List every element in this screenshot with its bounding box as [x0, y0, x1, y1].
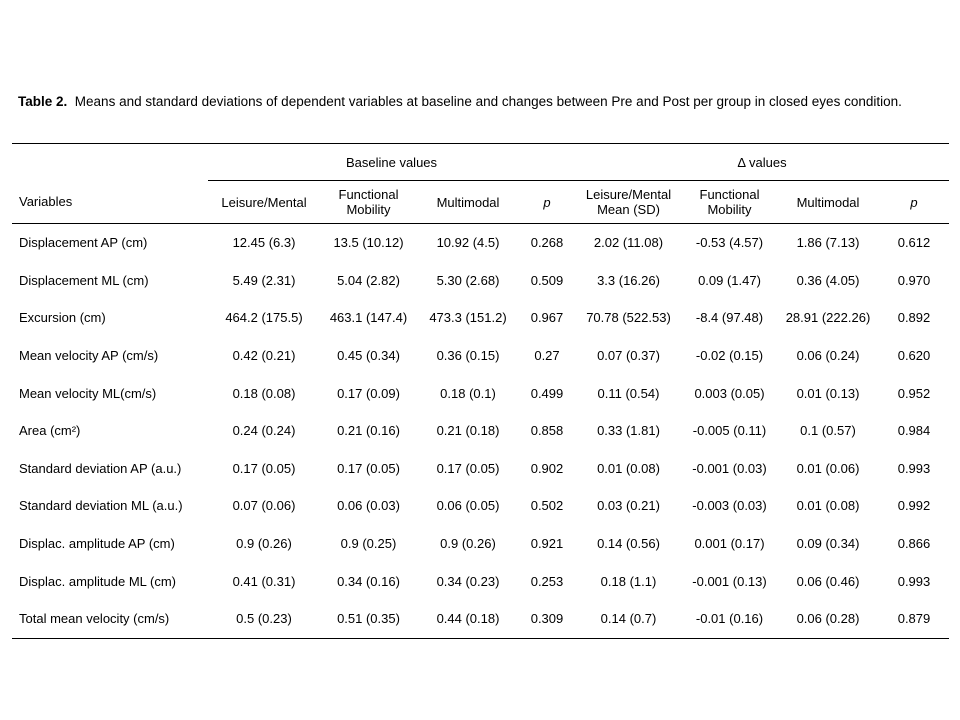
baseline-multimodal-cell: 0.34 (0.23) — [436, 573, 500, 589]
table-row — [12, 337, 949, 375]
row-variable-cell: Displacement AP (cm) — [12, 224, 208, 262]
row-variable-cell: Displac. amplitude ML (cm) — [19, 573, 177, 589]
delta-multimodal-cell: 0.06 (0.28) — [777, 600, 879, 638]
delta-p-cell: 0.866 — [897, 536, 931, 552]
delta-multimodal-cell: 0.1 (0.57) — [800, 423, 856, 439]
delta-p-cell: 0.879 — [879, 600, 949, 638]
delta-leisure-mental-cell: 70.78 (522.53) — [586, 310, 671, 326]
col-delta-leisure-mental: Leisure/Mental Mean (SD) — [575, 181, 682, 224]
baseline-functional-mobility-cell: 0.17 (0.09) — [337, 385, 400, 401]
table-row — [12, 374, 949, 412]
baseline-functional-mobility-cell: 0.06 (0.03) — [337, 498, 400, 514]
baseline-p-cell: 0.502 — [530, 498, 564, 514]
table-caption-text: Means and standard deviations of dependent variables at baseline and changes between Pre and Post per group in closed eyes condition. — [74, 94, 902, 109]
delta-functional-mobility-cell: -0.003 (0.03) — [692, 498, 767, 514]
baseline-leisure-mental-cell: 0.18 (0.08) — [232, 385, 296, 401]
baseline-p-cell: 0.253 — [530, 573, 564, 589]
delta-p-cell: 0.984 — [897, 423, 931, 439]
baseline-functional-mobility-cell: 5.04 (2.82) — [337, 272, 400, 288]
table-row — [12, 450, 949, 488]
baseline-leisure-mental-cell: 0.17 (0.05) — [232, 460, 296, 476]
col-baseline-leisure-mental: Leisure/Mental — [208, 181, 320, 224]
group-header-row — [12, 144, 949, 181]
baseline-leisure-mental-cell: 0.9 (0.26) — [236, 536, 292, 552]
delta-functional-mobility-cell: 0.09 (1.47) — [698, 272, 761, 288]
table-row — [12, 600, 949, 638]
baseline-p-cell: 0.902 — [530, 460, 564, 476]
col-delta-multimodal: Multimodal — [777, 181, 879, 224]
row-variable-cell: Mean velocity AP (cm/s) — [19, 348, 159, 364]
row-variable-cell: Area (cm²) — [19, 423, 81, 439]
delta-multimodal-cell: 28.91 (222.26) — [785, 310, 871, 326]
group-baseline-header: Baseline values — [208, 144, 575, 181]
delta-multimodal-cell: 0.06 (0.24) — [796, 348, 860, 364]
delta-leisure-mental-cell: 0.01 (0.08) — [597, 460, 660, 476]
baseline-multimodal-cell: 0.06 (0.05) — [436, 498, 500, 514]
delta-multimodal-cell: 0.01 (0.08) — [796, 498, 860, 514]
baseline-leisure-mental-cell: 464.2 (175.5) — [225, 310, 303, 326]
row-variable-cell: Total mean velocity (cm/s) — [12, 600, 208, 638]
delta-functional-mobility-cell: 0.003 (0.05) — [694, 385, 765, 401]
delta-leisure-mental-cell: 0.07 (0.37) — [597, 348, 660, 364]
baseline-multimodal-cell: 473.3 (151.2) — [429, 310, 507, 326]
delta-multimodal-cell: 0.01 (0.06) — [796, 460, 860, 476]
table-label: Table 2. — [18, 94, 68, 109]
baseline-functional-mobility-cell: 0.51 (0.35) — [320, 600, 417, 638]
table-row — [12, 487, 949, 525]
delta-p-cell: 0.952 — [897, 385, 931, 401]
baseline-leisure-mental-cell: 0.24 (0.24) — [232, 423, 296, 439]
delta-functional-mobility-cell: -0.02 (0.15) — [695, 348, 764, 364]
table-row — [12, 562, 949, 600]
row-variable-cell: Excursion (cm) — [19, 310, 106, 326]
baseline-multimodal-cell: 0.17 (0.05) — [436, 460, 500, 476]
delta-functional-mobility-cell: 0.001 (0.17) — [694, 536, 765, 552]
row-variable-cell: Mean velocity ML(cm/s) — [19, 385, 157, 401]
delta-p-cell: 0.993 — [897, 573, 931, 589]
baseline-p-cell: 0.268 — [519, 224, 575, 262]
delta-multimodal-cell: 0.09 (0.34) — [796, 536, 860, 552]
baseline-p-cell: 0.27 — [534, 348, 560, 364]
group-delta-header: Δ values — [575, 144, 949, 181]
baseline-p-cell: 0.499 — [530, 385, 564, 401]
row-variable-cell: Displacement ML (cm) — [19, 272, 149, 288]
baseline-leisure-mental-cell: 12.45 (6.3) — [208, 224, 320, 262]
baseline-multimodal-cell: 0.44 (0.18) — [417, 600, 519, 638]
delta-leisure-mental-cell: 0.14 (0.7) — [575, 600, 682, 638]
delta-functional-mobility-cell: -0.005 (0.11) — [692, 423, 767, 439]
baseline-functional-mobility-cell: 0.45 (0.34) — [337, 348, 400, 364]
delta-functional-mobility-cell: -0.001 (0.03) — [692, 460, 767, 476]
delta-leisure-mental-cell: 0.14 (0.56) — [597, 536, 660, 552]
baseline-p-cell: 0.921 — [530, 536, 564, 552]
baseline-multimodal-cell: 5.30 (2.68) — [436, 272, 500, 288]
delta-p-cell: 0.993 — [897, 460, 931, 476]
delta-p-cell: 0.620 — [897, 348, 931, 364]
table-row — [12, 262, 949, 300]
baseline-p-cell: 0.509 — [530, 272, 564, 288]
baseline-leisure-mental-cell: 0.5 (0.23) — [208, 600, 320, 638]
baseline-p-cell: 0.858 — [530, 423, 564, 439]
baseline-multimodal-cell: 0.9 (0.26) — [440, 536, 496, 552]
delta-p-cell: 0.970 — [897, 272, 931, 288]
delta-multimodal-cell: 0.36 (4.05) — [796, 272, 860, 288]
baseline-multimodal-cell: 0.18 (0.1) — [440, 385, 496, 401]
col-baseline-p: p — [519, 181, 575, 224]
delta-leisure-mental-cell: 2.02 (11.08) — [575, 224, 682, 262]
baseline-functional-mobility-cell: 0.34 (0.16) — [337, 573, 400, 589]
col-delta-functional-mobility: Functional Mobility — [682, 181, 777, 224]
delta-functional-mobility-cell: -0.01 (0.16) — [682, 600, 777, 638]
baseline-p-cell: 0.309 — [519, 600, 575, 638]
baseline-functional-mobility-cell: 0.17 (0.05) — [337, 460, 400, 476]
baseline-functional-mobility-cell: 463.1 (147.4) — [329, 310, 408, 326]
data-table — [12, 143, 949, 639]
delta-functional-mobility-cell: -0.53 (4.57) — [682, 224, 777, 262]
delta-leisure-mental-cell: 0.18 (1.1) — [600, 573, 657, 589]
baseline-leisure-mental-cell: 0.42 (0.21) — [232, 348, 296, 364]
delta-leisure-mental-cell: 0.33 (1.81) — [597, 423, 660, 439]
baseline-leisure-mental-cell: 0.41 (0.31) — [232, 573, 296, 589]
delta-p-cell: 0.992 — [897, 498, 931, 514]
baseline-functional-mobility-cell: 0.9 (0.25) — [340, 536, 397, 552]
table-body — [12, 224, 949, 639]
table-row — [12, 412, 949, 450]
column-header-row — [12, 181, 949, 224]
delta-leisure-mental-cell: 3.3 (16.26) — [597, 272, 660, 288]
baseline-leisure-mental-cell: 5.49 (2.31) — [232, 272, 296, 288]
delta-multimodal-cell: 1.86 (7.13) — [777, 224, 879, 262]
row-variable-cell: Standard deviation AP (a.u.) — [19, 460, 182, 476]
delta-multimodal-cell: 0.06 (0.46) — [796, 573, 860, 589]
delta-multimodal-cell: 0.01 (0.13) — [796, 385, 860, 401]
delta-p-cell: 0.612 — [879, 224, 949, 262]
table-row — [12, 525, 949, 563]
baseline-multimodal-cell: 0.36 (0.15) — [436, 348, 500, 364]
col-baseline-functional-mobility: Functional Mobility — [320, 181, 417, 224]
col-variables: Variables — [19, 194, 73, 210]
delta-leisure-mental-cell: 0.03 (0.21) — [597, 498, 660, 514]
baseline-multimodal-cell: 10.92 (4.5) — [417, 224, 519, 262]
delta-functional-mobility-cell: -0.001 (0.13) — [692, 573, 767, 589]
baseline-p-cell: 0.967 — [530, 310, 564, 326]
table-row — [12, 224, 949, 262]
baseline-leisure-mental-cell: 0.07 (0.06) — [232, 498, 296, 514]
table-caption — [18, 90, 938, 113]
row-variable-cell: Displac. amplitude AP (cm) — [19, 536, 175, 552]
delta-p-cell: 0.892 — [897, 310, 931, 326]
baseline-functional-mobility-cell: 13.5 (10.12) — [320, 224, 417, 262]
delta-leisure-mental-cell: 0.11 (0.54) — [597, 385, 660, 401]
row-variable-cell: Standard deviation ML (a.u.) — [19, 498, 183, 514]
table-row — [12, 299, 949, 337]
baseline-functional-mobility-cell: 0.21 (0.16) — [337, 423, 400, 439]
delta-functional-mobility-cell: -8.4 (97.48) — [695, 310, 764, 326]
col-delta-p: p — [879, 181, 949, 224]
col-baseline-multimodal: Multimodal — [417, 181, 519, 224]
baseline-multimodal-cell: 0.21 (0.18) — [436, 423, 500, 439]
